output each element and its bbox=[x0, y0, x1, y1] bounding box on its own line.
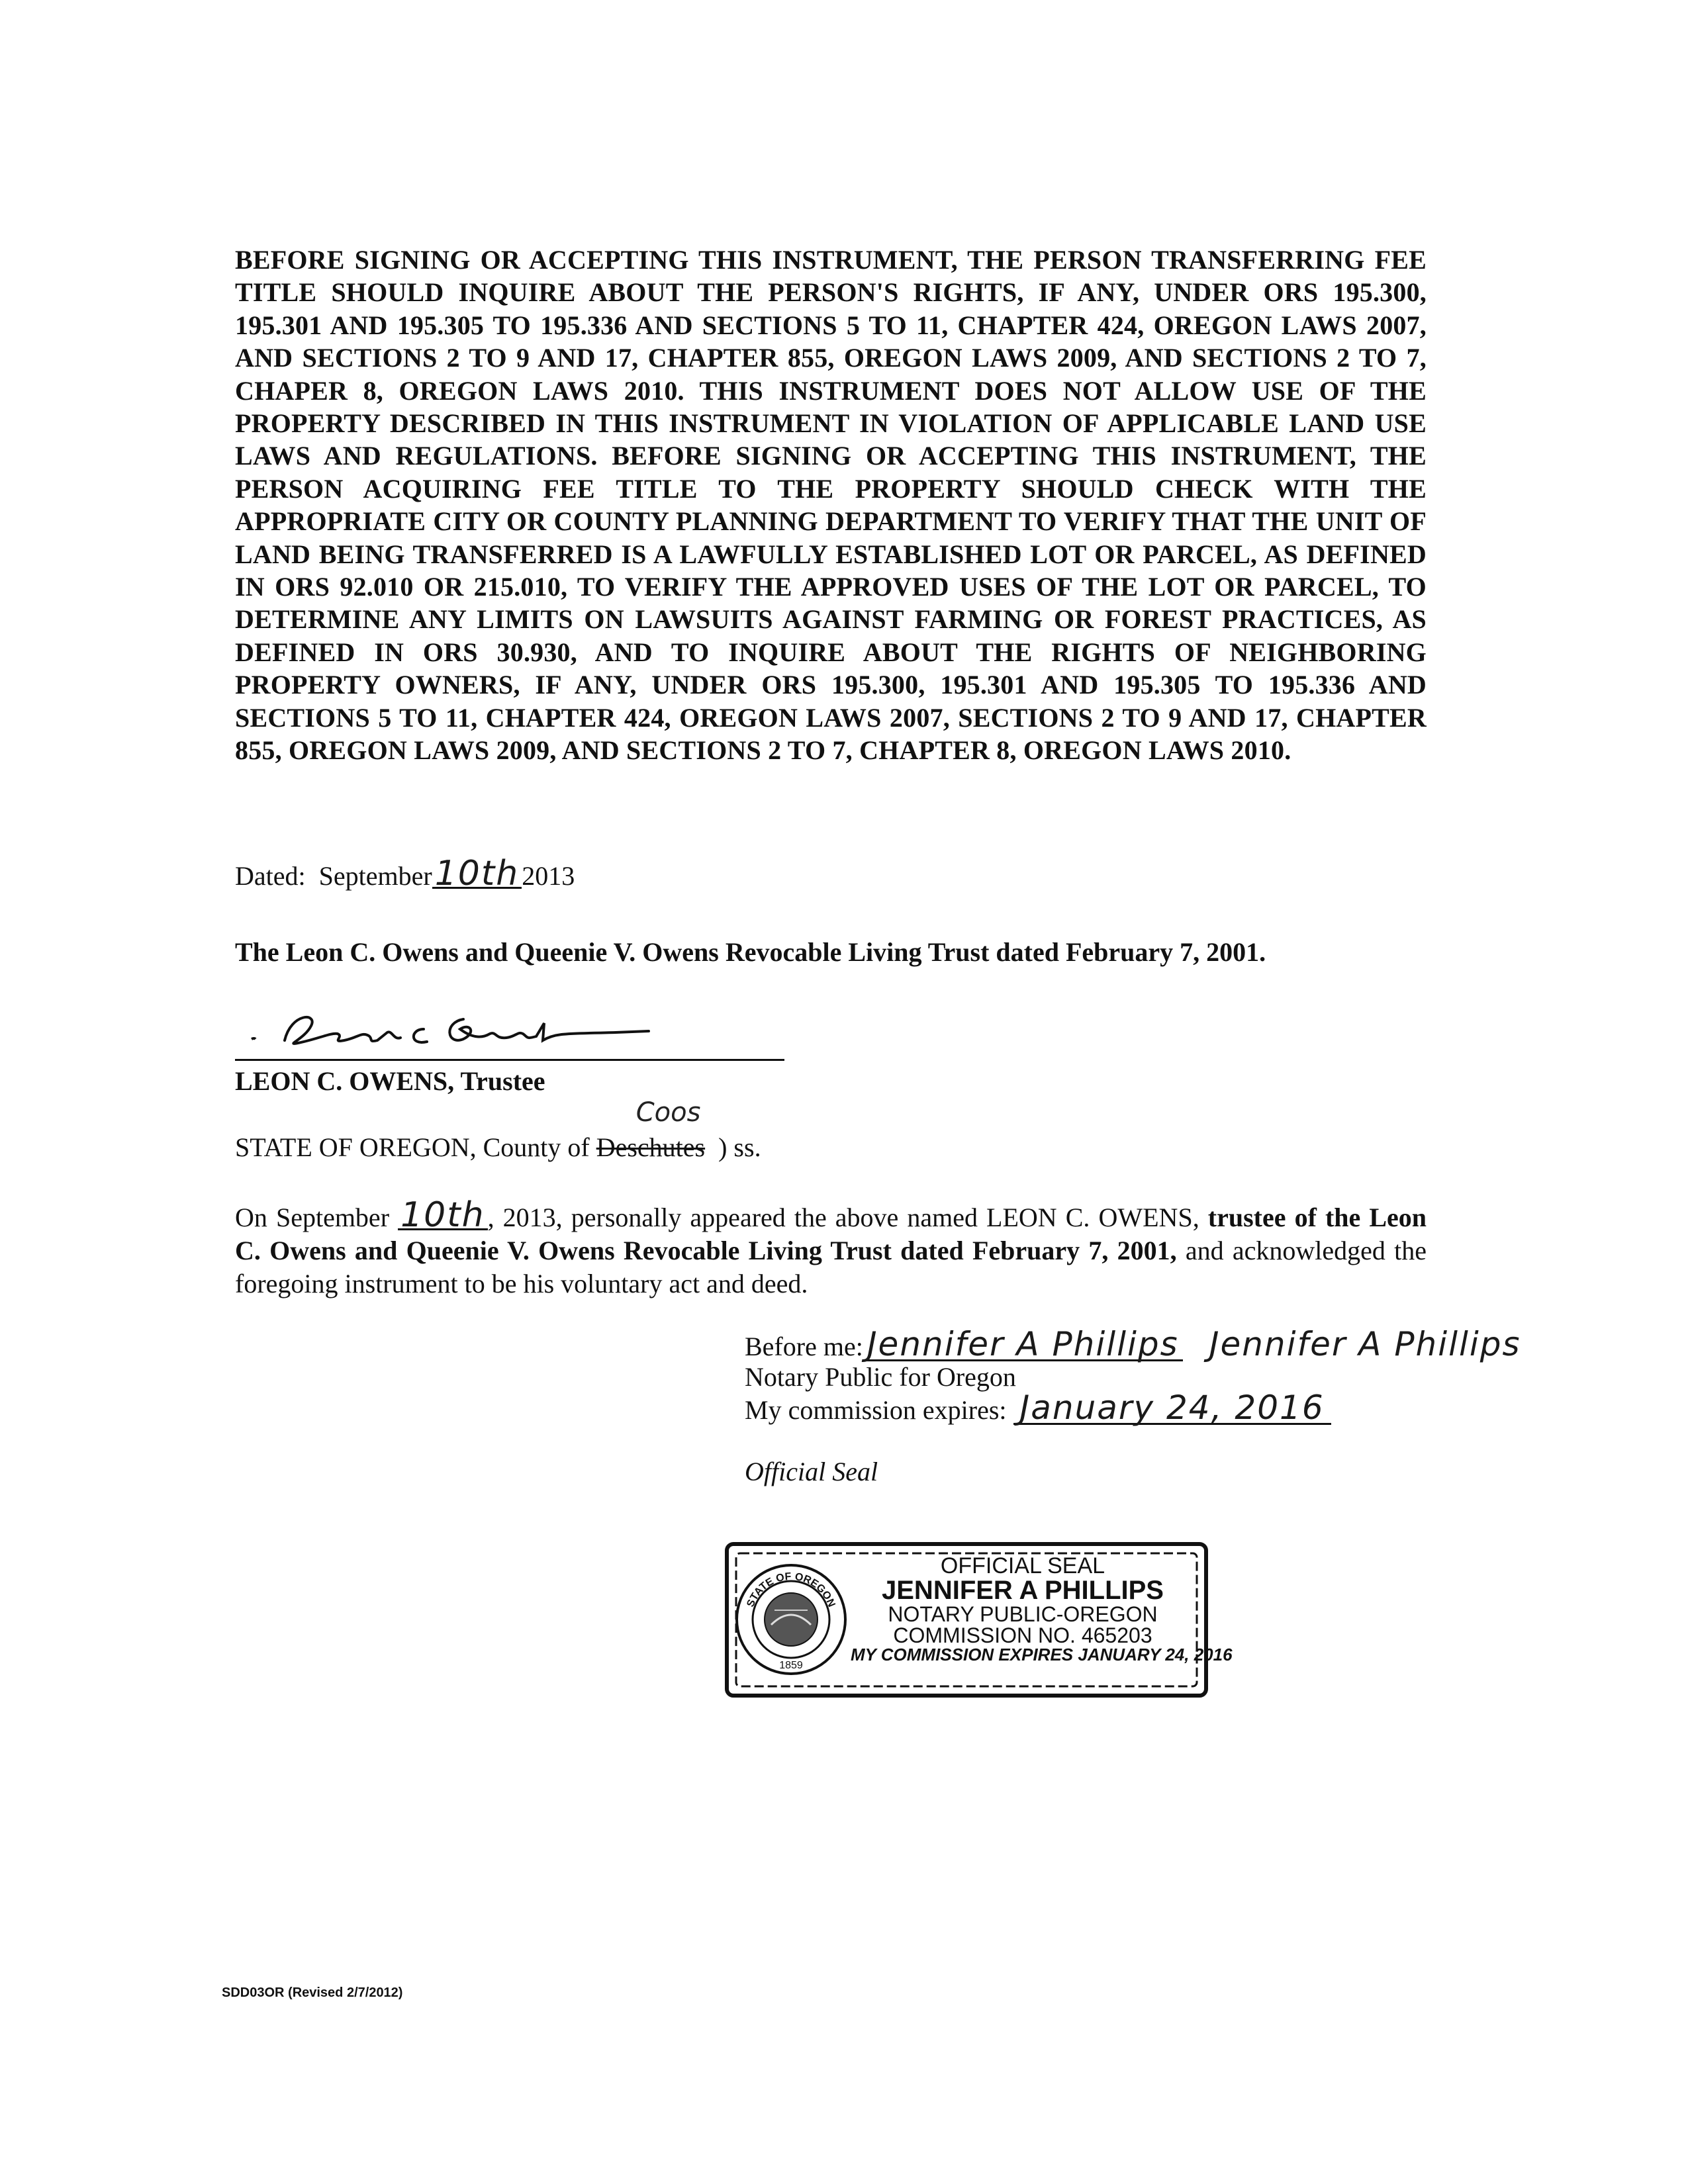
land-use-disclaimer: BEFORE SIGNING OR ACCEPTING THIS INSTRUMENT, THE PERSON TRANSFERRING FEE TITLE SHOULD INQUIRE ABOUT THE PERSON'S RIGHTS, IF ANY, UNDER ORS 195.300, 195.301 AND 195.305 TO 195.336 AND SECTIONS 5 TO 11, CHAPTER 424, OREGON LAWS 2007, AND SECTIONS 2 TO 9 AND 17, CHAPTER 855, OREGON LAWS 2009, AND SECTIONS 2 TO 7, CHAPER 8, OREGON LAWS 2010. THIS INSTRUMENT DOES NOT ALLOW USE OF THE PROPERTY DESCRIBED IN THIS INSTRUMENT IN VIOLATION OF APPLICABLE LAND USE LAWS AND REGULATIONS. BEFORE SIGNING OR ACCEPTING THIS INSTRUMENT, THE PERSON ACQUIRING FEE TITLE TO THE PROPERTY SHOULD CHECK WITH THE APPROPRIATE CITY OR COUNTY PLANNING DEPARTMENT TO VERIFY THAT THE UNIT OF LAND BEING TRANSFERRED IS A LAWFULLY ESTABLISHED LOT OR PARCEL, AS DEFINED IN ORS 92.010 OR 215.010, TO VERIFY THE APPROVED USES OF THE LOT OR PARCEL, TO DETERMINE ANY LIMITS ON LAWSUITS AGAINST FARMING OR FOREST PRACTICES, AS DEFINED IN ORS 30.930, AND TO INQUIRE ABOUT THE RIGHTS OF NEIGHBORING PROPERTY OWNERS, IF ANY, UNDER ORS 195.300, 195.301 AND 195.305 TO 195.336 AND SECTIONS 5 TO 11, CHAPTER 424, OREGON LAWS 2007, SECTIONS 2 TO 9 AND 17, CHAPTER 855, OREGON LAWS 2009, AND SECTIONS 2 TO 7, CHAPTER 8, OREGON LAWS 2010. bbox=[235, 245, 1427, 766]
county-field bbox=[596, 1097, 706, 1163]
expires-label: My commission expires: bbox=[745, 1395, 1007, 1425]
expires-row bbox=[745, 1388, 1521, 1427]
notary-stamp bbox=[722, 1539, 1233, 1701]
seal-lettering bbox=[722, 1539, 867, 1701]
ack-text-1: On September bbox=[235, 1203, 390, 1232]
stamp-line-3: NOTARY PUBLIC-OREGON bbox=[888, 1602, 1158, 1626]
acknowledgment-paragraph bbox=[235, 1195, 1427, 1300]
dated-label: Dated: bbox=[235, 861, 306, 891]
stamp-line-1: OFFICIAL SEAL bbox=[940, 1553, 1105, 1578]
stamp-text bbox=[851, 1544, 1233, 1664]
stamp-line-4: COMMISSION NO. 465203 bbox=[893, 1623, 1152, 1647]
dated-day-handwritten: 10th bbox=[432, 860, 522, 889]
official-seal-label: Official Seal bbox=[745, 1457, 878, 1486]
venue-prefix: STATE OF OREGON, County of bbox=[235, 1132, 590, 1162]
stamp-line-5: MY COMMISSION EXPIRES JANUARY 24, 2016 bbox=[851, 1645, 1233, 1664]
county-handwritten: Coos bbox=[635, 1097, 701, 1128]
venue-suffix: ) ss. bbox=[718, 1132, 761, 1162]
before-me-label: Before me: bbox=[745, 1332, 863, 1361]
trust-name: The Leon C. Owens and Queenie V. Owens Revocable Living Trust dated February 7, 2001. bbox=[235, 937, 1266, 967]
trustee-signature bbox=[245, 999, 669, 1059]
county-struck: Deschutes bbox=[596, 1132, 706, 1162]
expires-handwritten: January 24, 2016 bbox=[1013, 1392, 1331, 1425]
ack-day-handwritten: 10th bbox=[398, 1202, 488, 1230]
form-id: SDD03OR (Revised 2/7/2012) bbox=[222, 1985, 403, 2000]
dated-year: 2013 bbox=[522, 861, 575, 891]
notary-title: Notary Public for Oregon bbox=[745, 1362, 1016, 1392]
notary-signature: Jennifer A Phillips bbox=[1209, 1325, 1521, 1363]
before-me-row bbox=[745, 1325, 1521, 1363]
ack-text-3: and acknowledged the foregoing instrument to be his voluntary act and deed. bbox=[235, 1236, 1427, 1298]
seal-year: 1859 bbox=[779, 1660, 803, 1671]
seal-outer-text: STATE OF OREGON bbox=[745, 1570, 837, 1609]
signature-line bbox=[235, 1059, 784, 1061]
ack-text-2: , 2013, personally appeared the above named LEON C. OWENS, bbox=[487, 1203, 1199, 1232]
dated-line bbox=[235, 854, 575, 893]
svg-text:STATE OF OREGON bbox=[745, 1571, 837, 1609]
stamp-line-2: JENNIFER A PHILLIPS bbox=[882, 1576, 1164, 1605]
ack-text-bold: trustee of the Leon C. Owens and Queenie V. Owens Revocable Living Trust dated February 7, 2001, bbox=[235, 1203, 1427, 1265]
notary-block bbox=[745, 1325, 1521, 1427]
venue-line bbox=[235, 1097, 761, 1163]
notary-name-handwritten: Jennifer A Phillips bbox=[863, 1329, 1183, 1361]
signer-title: LEON C. OWENS, Trustee bbox=[235, 1066, 545, 1096]
dated-month: September bbox=[318, 861, 432, 891]
